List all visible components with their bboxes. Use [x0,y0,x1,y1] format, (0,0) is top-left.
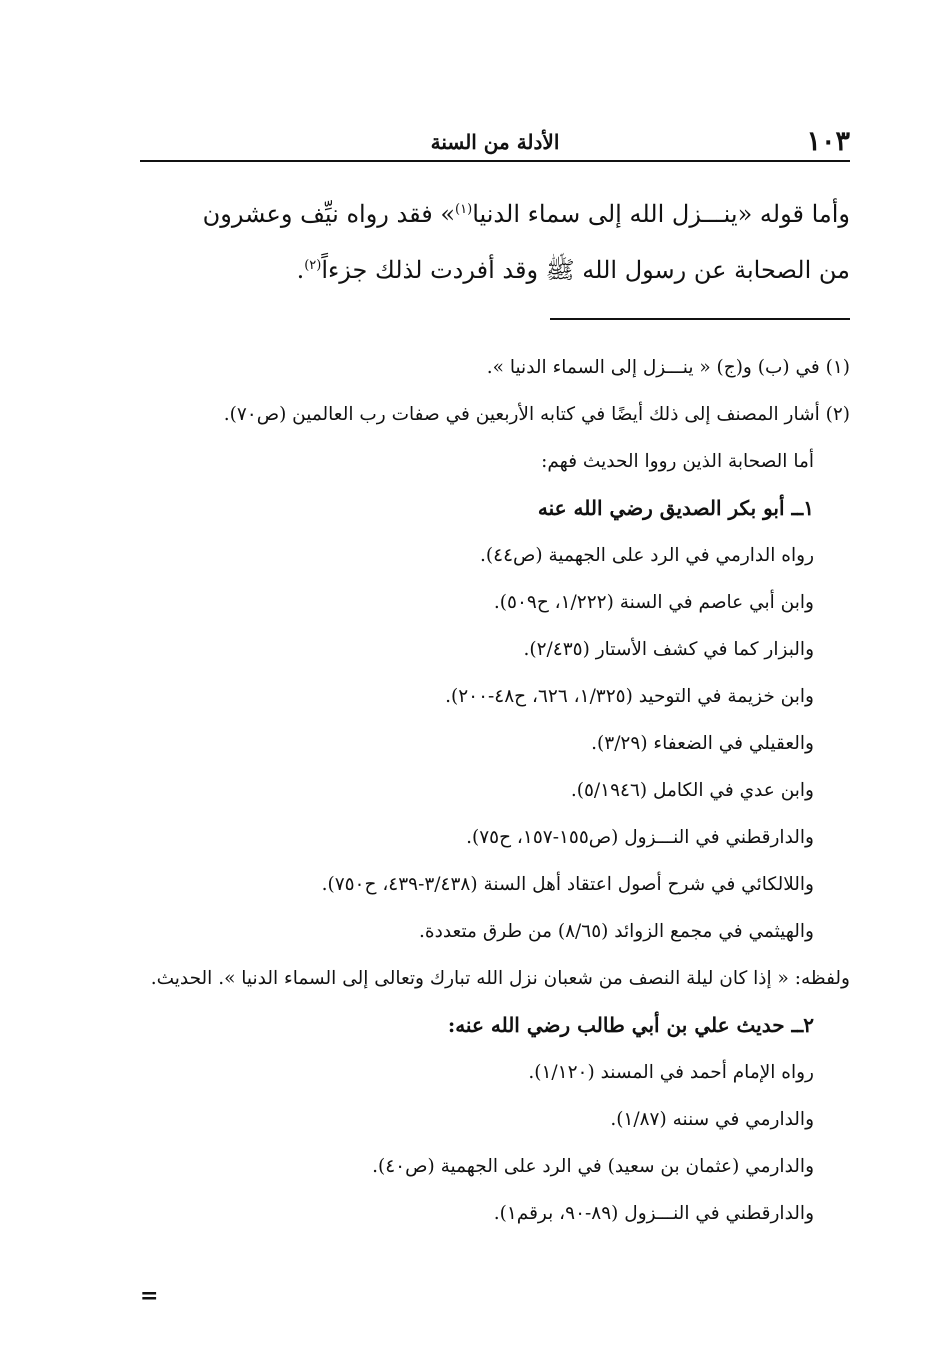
main-line-2-text: من الصحابة عن رسول الله ﷺ وقد أفردت لذلك جزءاً [321,256,850,284]
page-number: ١٠٣ [806,126,850,157]
source-line: والدارقطني في النـــزول (٨٩-٩٠، برقم١). [493,1203,814,1224]
footnote-ref-1: (١) [455,202,473,217]
main-line-2 [140,242,850,298]
source-line: وابن خزيمة في التوحيد (١/٣٢٥، ٦٢٦، ح٤٨-٢٠٠). [445,686,814,707]
page-header [140,118,850,162]
footnotes [140,344,850,1237]
source-line: والدارمي في سننه (١/٨٧). [610,1109,814,1130]
continuation-mark: = [140,1283,159,1309]
source-line: واللالكائي في شرح أصول اعتقاد أهل السنة (٣/٤٣٨-٤٣٩، ح٧٥٠). [321,874,814,895]
running-title: الأدلة من السنة [430,130,560,154]
companions-intro: أما الصحابة الذين رووا الحديث فهم: [541,451,814,472]
main-line-1-text: وأما قوله «ينـــزل الله إلى سماء الدنيا [472,200,850,228]
section-2-heading: ٢ــ حديث علي بن أبي طالب رضي الله عنه: [447,1013,814,1037]
main-text [140,186,850,298]
header-rule [140,160,850,162]
main-line-1 [140,186,850,242]
source-line: وابن عدي في الكامل (٥/١٩٤٦). [570,780,814,801]
source-line: وابن أبي عاصم في السنة (١/٢٢٢، ح٥٠٩). [493,592,814,613]
book-page [140,0,850,1372]
main-line-1-end: » فقد رواه نيِّف وعشرون [202,200,456,228]
footnote-ref-2: (٢) [304,258,322,273]
source-line: والعقيلي في الضعفاء (٣/٢٩). [591,733,814,754]
hadith-wording: ولفظه: « إذا كان ليلة النصف من شعبان نزل الله تبارك وتعالى إلى السماء الدنيا ». الحديث. [150,968,850,989]
footnote-separator [550,318,850,320]
source-line: والدارقطني في النـــزول (ص١٥٥-١٥٧، ح٧٥). [466,827,814,848]
source-line: رواه الدارمي في الرد على الجهمية (ص٤٤). [480,545,814,566]
source-line: رواه الإمام أحمد في المسند (١/١٢٠). [528,1062,814,1083]
footnote-2: (٢) أشار المصنف إلى ذلك أيضًا في كتابه الأربعين في صفات رب العالمين (ص٧٠). [223,404,850,425]
source-line: والبزار كما في كشف الأستار (٢/٤٣٥). [523,639,814,660]
source-line: والهيثمي في مجمع الزوائد (٨/٦٥) من طرق متعددة. [419,921,814,942]
source-line: والدارمي (عثمان بن سعيد) في الرد على الجهمية (ص٤٠). [372,1156,814,1177]
footnote-1: (١) في (ب) و(ج) « ينـــزل إلى السماء الدنيا ». [486,357,850,378]
main-line-2-end: . [296,256,305,284]
section-1-heading: ١ــ أبو بكر الصديق رضي الله عنه [537,496,814,520]
